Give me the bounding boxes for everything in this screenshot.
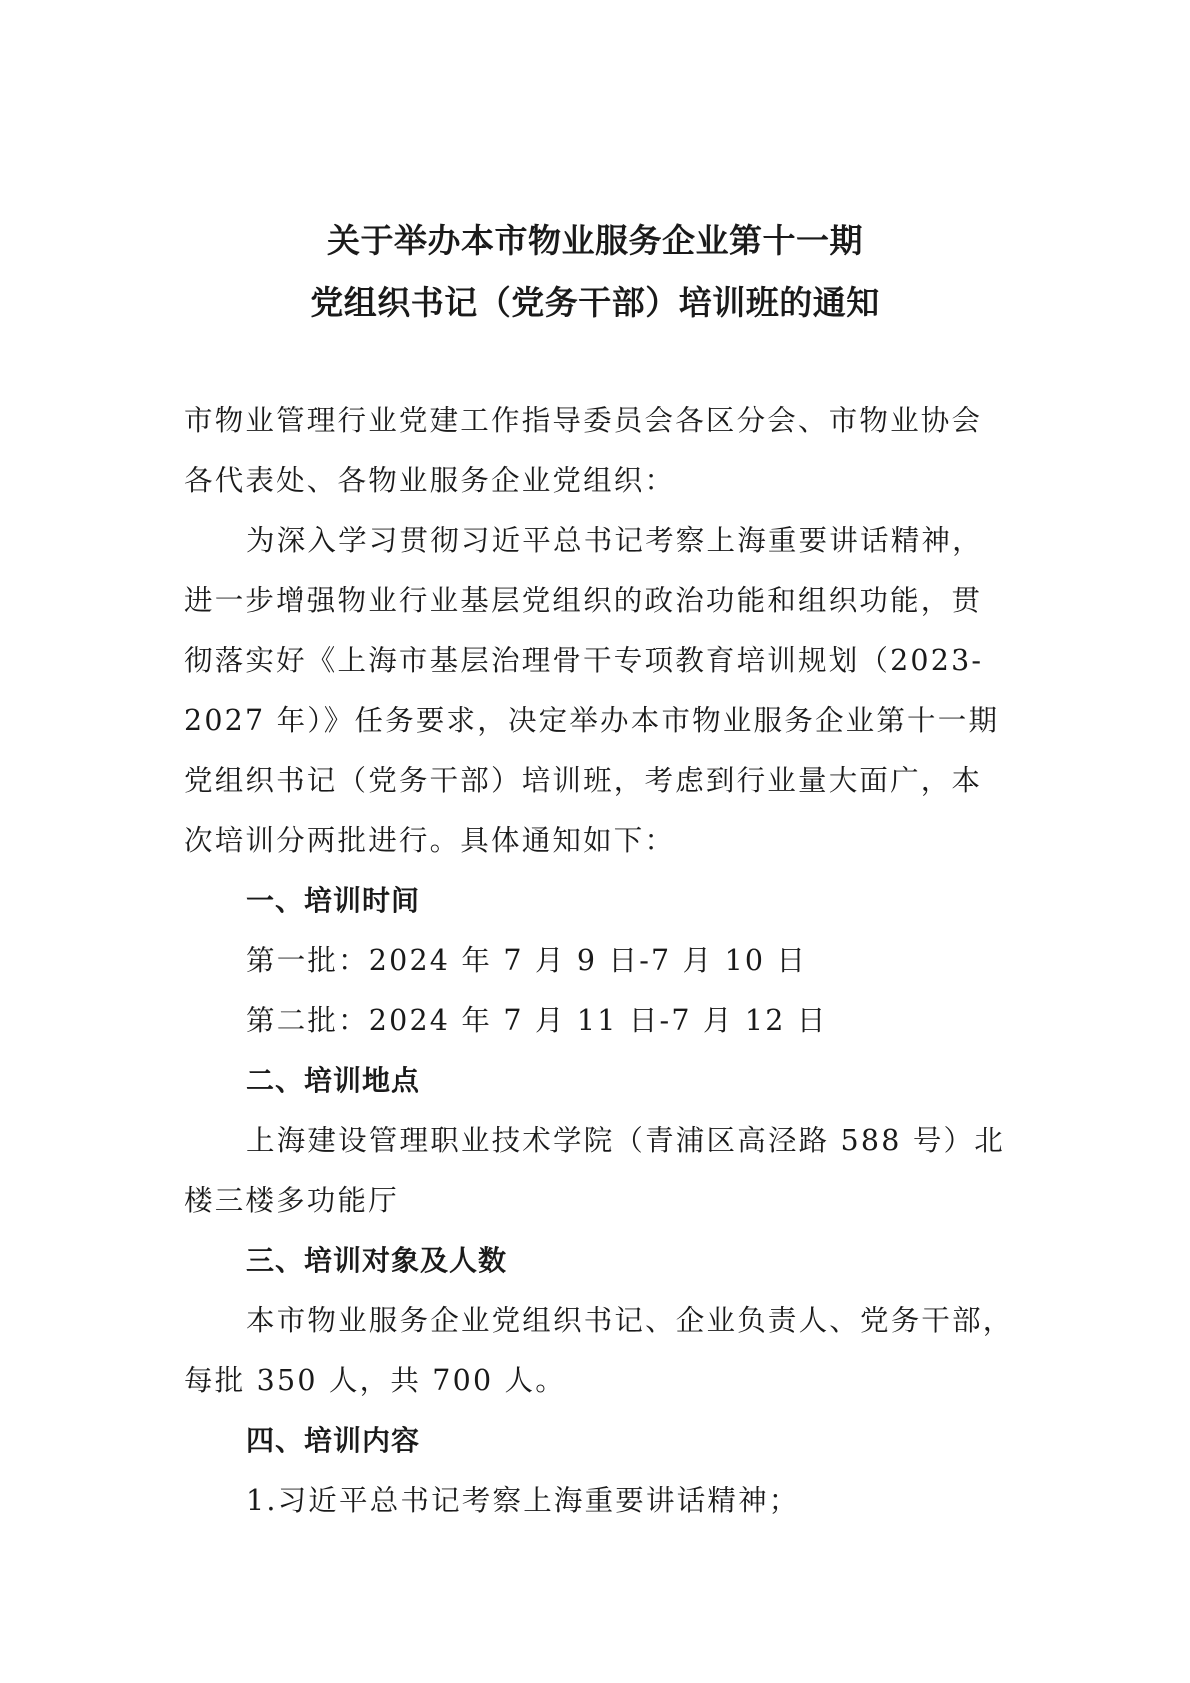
time-batch-1: 第一批：2024 年 7 月 9 日-7 月 10 日 bbox=[246, 944, 808, 977]
document-body bbox=[184, 391, 1014, 1531]
time-batch-2: 第二批：2024 年 7 月 11 日-7 月 12 日 bbox=[246, 1004, 828, 1037]
section-heading-time: 一、培训时间 bbox=[246, 884, 421, 917]
section-heading-participants: 三、培训对象及人数 bbox=[246, 1244, 508, 1277]
intro-line-1: 为深入学习贯彻习近平总书记考察上海重要讲话精神， bbox=[246, 524, 983, 557]
participants-line-2: 每批 350 人，共 700 人。 bbox=[184, 1364, 566, 1397]
location-line-2: 楼三楼多功能厅 bbox=[184, 1184, 399, 1217]
addressee-line-2: 各代表处、各物业服务企业党组织： bbox=[184, 464, 676, 497]
intro-line-5: 党组织书记（党务干部）培训班，考虑到行业量大面广，本 bbox=[184, 764, 983, 797]
section-heading-content: 四、培训内容 bbox=[246, 1424, 421, 1457]
section-heading-location: 二、培训地点 bbox=[246, 1064, 421, 1097]
intro-line-6: 次培训分两批进行。具体通知如下： bbox=[184, 824, 676, 857]
intro-line-4: 2027 年）》任务要求，决定举办本市物业服务企业第十一期 bbox=[184, 704, 1000, 737]
addressee-line-1: 市物业管理行业党建工作指导委员会各区分会、市物业协会 bbox=[184, 404, 983, 437]
document-title-line-1: 关于举办本市物业服务企业第十一期 bbox=[327, 221, 863, 260]
intro-line-2: 进一步增强物业行业基层党组织的政治功能和组织功能，贯 bbox=[184, 584, 983, 617]
participants-line-1: 本市物业服务企业党组织书记、企业负责人、党务干部， bbox=[246, 1304, 1014, 1337]
intro-line-3: 彻落实好《上海市基层治理骨干专项教育培训规划（2023- bbox=[184, 644, 984, 677]
document-title-line-2: 党组织书记（党务干部）培训班的通知 bbox=[310, 283, 880, 322]
location-line-1: 上海建设管理职业技术学院（青浦区高泾路 588 号）北 bbox=[246, 1124, 1005, 1157]
content-item-1: 1.习近平总书记考察上海重要讲话精神； bbox=[246, 1484, 800, 1517]
